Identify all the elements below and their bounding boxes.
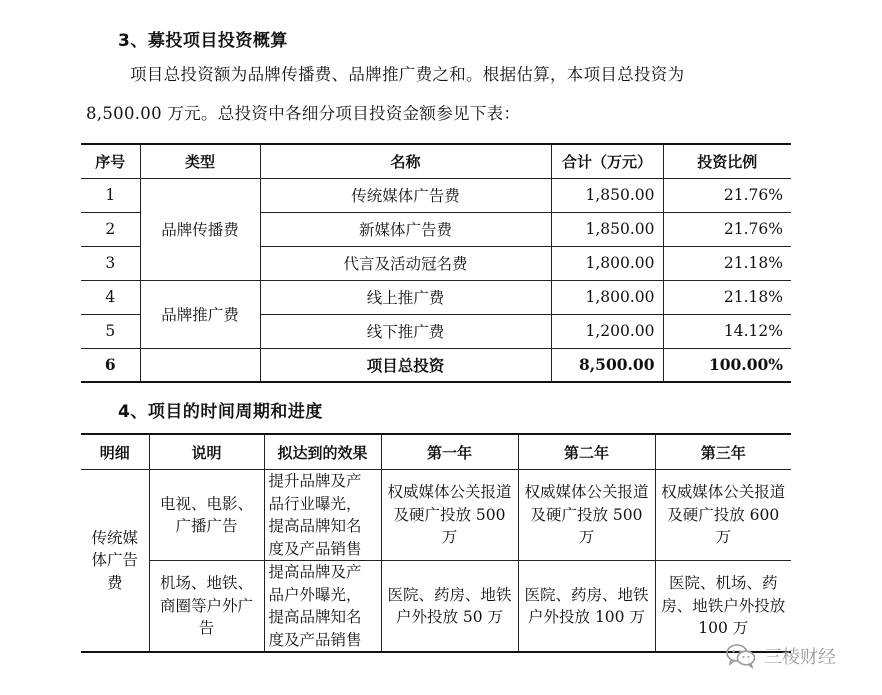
row-ratio: 21.76%	[663, 178, 791, 212]
wechat-icon	[726, 643, 756, 669]
table-row	[81, 470, 791, 561]
header-name: 名称	[260, 144, 551, 178]
row-ratio: 21.76%	[663, 212, 791, 246]
header-total: 合计（万元）	[551, 144, 663, 178]
row-no: 4	[81, 280, 140, 314]
row-year3: 权威媒体公关报道及硬广投放 600 万	[655, 470, 791, 561]
row-name: 新媒体广告费	[260, 212, 551, 246]
watermark-text: 三棱财经	[764, 647, 836, 668]
row-no: 2	[81, 212, 140, 246]
row-year3: 医院、机场、药房、地铁户外投放 100 万	[655, 561, 791, 653]
table-row	[81, 178, 791, 212]
header-effect: 拟达到的效果	[264, 434, 381, 470]
table-row	[81, 561, 791, 653]
section4-heading: 4、项目的时间周期和进度	[118, 402, 323, 422]
table-row	[81, 280, 791, 314]
header-year3: 第三年	[655, 434, 791, 470]
para-line-1: 项目总投资额为品牌传播费、品牌推广费之和。根据估算，本项目总投资为	[130, 65, 685, 84]
row-name: 代言及活动冠名费	[260, 246, 551, 280]
row-effect: 提高品牌及产品户外曝光，提高品牌知名度及产品销售	[264, 561, 381, 653]
header-type: 类型	[140, 144, 260, 178]
row-ratio: 21.18%	[663, 280, 791, 314]
row-effect: 提升品牌及产品行业曝光，提高品牌知名度及产品销售	[264, 470, 381, 561]
summary-total: 8,500.00	[551, 348, 663, 382]
row-year1: 医院、药房、地铁户外投放 50 万	[381, 561, 518, 653]
summary-no: 6	[81, 348, 140, 382]
row-ratio: 14.12%	[663, 314, 791, 348]
schedule-table	[81, 433, 791, 653]
table-summary-row	[81, 348, 791, 382]
row-description: 电视、电影、广播广告	[149, 470, 264, 561]
row-year2: 医院、药房、地铁户外投放 100 万	[518, 561, 655, 653]
row-total: 1,800.00	[551, 246, 663, 280]
header-ratio: 投资比例	[663, 144, 791, 178]
header-year2: 第二年	[518, 434, 655, 470]
summary-name: 项目总投资	[260, 348, 551, 382]
para-line-2: 8,500.00 万元。总投资中各细分项目投资金额参见下表：	[86, 104, 521, 123]
summary-ratio: 100.00%	[663, 348, 791, 382]
table-header-row	[81, 144, 791, 178]
category-traditional-media: 传统媒体广告费	[81, 470, 149, 653]
header-no: 序号	[81, 144, 140, 178]
watermark	[726, 640, 836, 672]
row-year2: 权威媒体公关报道及硬广投放 500 万	[518, 470, 655, 561]
group-brand-communication: 品牌传播费	[140, 178, 260, 280]
row-no: 3	[81, 246, 140, 280]
header-description: 说明	[149, 434, 264, 470]
row-total: 1,850.00	[551, 212, 663, 246]
schedule-header-row	[81, 434, 791, 470]
row-no: 1	[81, 178, 140, 212]
row-year1: 权威媒体公关报道及硬广投放 500 万	[381, 470, 518, 561]
row-name: 线下推广费	[260, 314, 551, 348]
row-total: 1,850.00	[551, 178, 663, 212]
row-ratio: 21.18%	[663, 246, 791, 280]
header-detail: 明细	[81, 434, 149, 470]
section3-paragraph	[86, 55, 806, 133]
summary-empty-cell	[140, 348, 260, 382]
row-no: 5	[81, 314, 140, 348]
row-name: 传统媒体广告费	[260, 178, 551, 212]
investment-table	[81, 143, 791, 383]
section3-heading: 3、募投项目投资概算	[118, 31, 288, 51]
row-total: 1,800.00	[551, 280, 663, 314]
row-total: 1,200.00	[551, 314, 663, 348]
group-brand-promotion: 品牌推广费	[140, 280, 260, 348]
row-name: 线上推广费	[260, 280, 551, 314]
row-description: 机场、地铁、商圈等户外广告	[149, 561, 264, 653]
header-year1: 第一年	[381, 434, 518, 470]
